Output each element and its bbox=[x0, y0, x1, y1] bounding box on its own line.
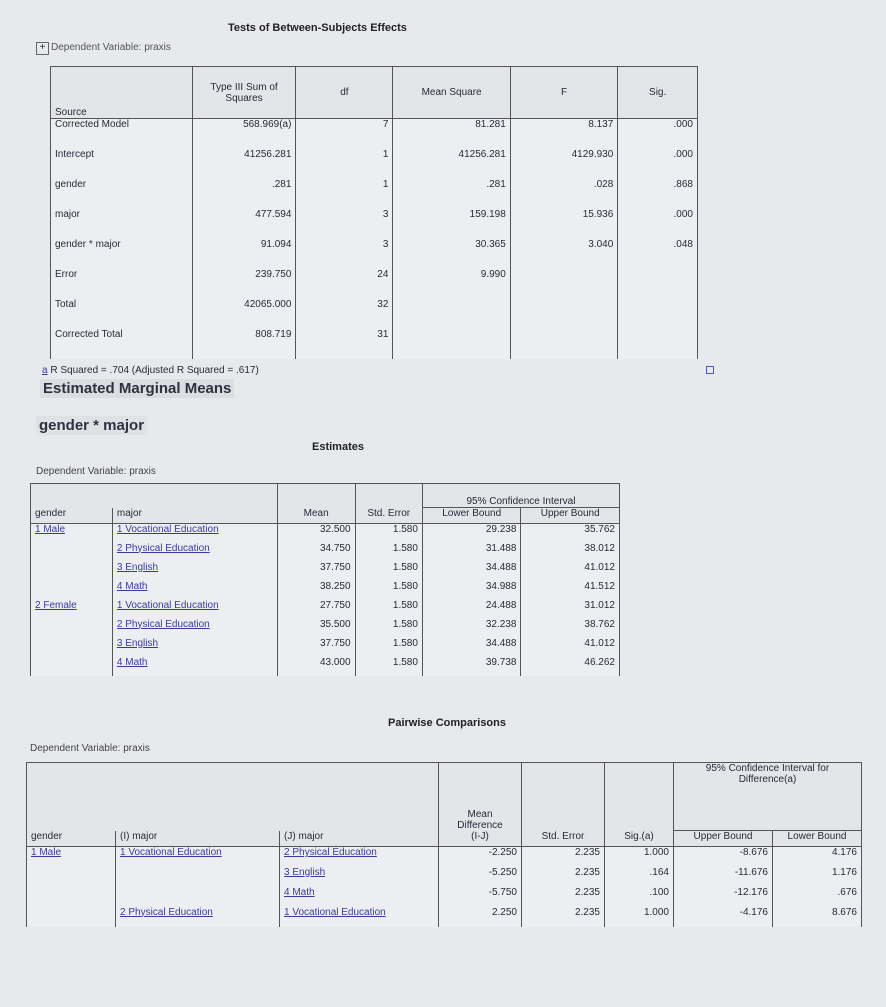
ms-cell: 81.281 bbox=[393, 119, 510, 149]
df-cell: 7 bbox=[296, 119, 393, 149]
pw-se-cell: 2.235 bbox=[522, 847, 605, 867]
table-row bbox=[51, 149, 698, 179]
df-cell: 1 bbox=[296, 179, 393, 209]
pw-md-cell: -2.250 bbox=[439, 847, 522, 867]
resize-handle-icon[interactable] bbox=[706, 366, 714, 374]
pw-sig-cell: .164 bbox=[605, 867, 674, 887]
df-cell: 31 bbox=[296, 329, 393, 359]
ms-cell: 41256.281 bbox=[393, 149, 510, 179]
pw-gender-cell[interactable] bbox=[27, 887, 116, 907]
sig-cell bbox=[618, 299, 698, 329]
lb-cell: 24.488 bbox=[422, 600, 521, 619]
col-mean-diff: (I-J) bbox=[439, 831, 522, 847]
gender-cell[interactable] bbox=[31, 619, 113, 638]
f-cell: 4129.930 bbox=[510, 149, 618, 179]
f-cell: 8.137 bbox=[510, 119, 618, 149]
estimates-blank-header bbox=[31, 484, 278, 508]
ms-cell bbox=[393, 329, 510, 359]
major-cell[interactable]: 2 Physical Education bbox=[112, 619, 277, 638]
table-row bbox=[27, 907, 862, 927]
pw-b2-cell: 1.176 bbox=[773, 867, 862, 887]
ms-cell: 9.990 bbox=[393, 269, 510, 299]
ss-cell: .281 bbox=[192, 179, 296, 209]
sig-cell: .000 bbox=[618, 209, 698, 239]
sig-cell: .000 bbox=[618, 119, 698, 149]
col-major: major bbox=[112, 508, 277, 524]
col-source: Source bbox=[51, 67, 193, 119]
table-row bbox=[51, 119, 698, 149]
df-cell: 32 bbox=[296, 299, 393, 329]
se-cell: 1.580 bbox=[355, 600, 422, 619]
gender-cell[interactable] bbox=[31, 638, 113, 657]
ss-cell: 568.969(a) bbox=[192, 119, 296, 149]
pairwise-table bbox=[26, 762, 862, 927]
ub-cell: 46.262 bbox=[521, 657, 620, 676]
anova-dependent-label bbox=[36, 42, 171, 55]
gender-cell[interactable] bbox=[31, 657, 113, 676]
ub-cell: 41.512 bbox=[521, 581, 620, 600]
gender-cell[interactable] bbox=[31, 543, 113, 562]
mean-cell: 34.750 bbox=[277, 543, 355, 562]
col-i-major: (I) major bbox=[116, 831, 280, 847]
table-row bbox=[31, 638, 620, 657]
source-cell: gender bbox=[51, 179, 193, 209]
ss-cell: 477.594 bbox=[192, 209, 296, 239]
table-row bbox=[51, 209, 698, 239]
mean-cell: 27.750 bbox=[277, 600, 355, 619]
df-cell: 24 bbox=[296, 269, 393, 299]
lb-cell: 31.488 bbox=[422, 543, 521, 562]
estimates-dep-label: Dependent Variable: praxis bbox=[36, 466, 156, 477]
col-gender: gender bbox=[31, 508, 113, 524]
estimates-blank-se bbox=[355, 484, 422, 508]
se-cell: 1.580 bbox=[355, 581, 422, 600]
pw-md-cell: -5.250 bbox=[439, 867, 522, 887]
pw-b1-cell: -11.676 bbox=[674, 867, 773, 887]
gender-cell[interactable] bbox=[31, 562, 113, 581]
lb-cell: 39.738 bbox=[422, 657, 521, 676]
col-upper-bound: Upper Bound bbox=[521, 508, 620, 524]
col-pw-bound-1: Upper Bound bbox=[674, 831, 773, 847]
pw-se-cell: 2.235 bbox=[522, 887, 605, 907]
ub-cell: 38.012 bbox=[521, 543, 620, 562]
pw-md-cell: -5.750 bbox=[439, 887, 522, 907]
estimates-title: Estimates bbox=[312, 441, 364, 453]
col-ss: Type III Sum of Squares bbox=[192, 67, 296, 119]
ms-cell bbox=[393, 299, 510, 329]
pairwise-ci-header bbox=[674, 763, 862, 831]
pw-se-cell: 2.235 bbox=[522, 907, 605, 927]
table-row bbox=[31, 581, 620, 600]
f-cell: 15.936 bbox=[510, 209, 618, 239]
major-cell[interactable]: 4 Math bbox=[112, 581, 277, 600]
gender-cell[interactable]: 1 Male bbox=[31, 524, 113, 543]
md-header-line2: Difference bbox=[457, 819, 503, 831]
estimates-blank-mean bbox=[277, 484, 355, 508]
source-cell: gender * major bbox=[51, 239, 193, 269]
anova-footnote bbox=[42, 365, 259, 376]
pw-gender-cell[interactable]: 1 Male bbox=[27, 847, 116, 867]
col-lower-bound: Lower Bound bbox=[422, 508, 521, 524]
df-cell: 1 bbox=[296, 149, 393, 179]
expand-icon[interactable]: + bbox=[36, 42, 49, 55]
f-cell bbox=[510, 329, 618, 359]
pw-b2-cell: 8.676 bbox=[773, 907, 862, 927]
pw-i-major-cell[interactable] bbox=[116, 887, 280, 907]
se-cell: 1.580 bbox=[355, 562, 422, 581]
table-row bbox=[27, 847, 862, 867]
col-sig: Sig. bbox=[618, 67, 698, 119]
lb-cell: 34.988 bbox=[422, 581, 521, 600]
anova-title: Tests of Between-Subjects Effects bbox=[228, 22, 407, 34]
col-std-error: Std. Error bbox=[355, 508, 422, 524]
ub-cell: 38.762 bbox=[521, 619, 620, 638]
ss-cell: 91.094 bbox=[192, 239, 296, 269]
source-cell: Error bbox=[51, 269, 193, 299]
f-cell bbox=[510, 269, 618, 299]
pw-md-cell: 2.250 bbox=[439, 907, 522, 927]
col-pw-sig: Sig.(a) bbox=[605, 831, 674, 847]
pairwise-blank-header bbox=[27, 763, 439, 831]
ms-cell: 30.365 bbox=[393, 239, 510, 269]
sig-cell: .000 bbox=[618, 149, 698, 179]
ss-cell: 42065.000 bbox=[192, 299, 296, 329]
pw-j-major-cell[interactable]: 4 Math bbox=[280, 887, 439, 907]
major-cell[interactable]: 2 Physical Education bbox=[112, 543, 277, 562]
mean-cell: 35.500 bbox=[277, 619, 355, 638]
table-row bbox=[31, 600, 620, 619]
mean-cell: 32.500 bbox=[277, 524, 355, 543]
col-ms: Mean Square bbox=[393, 67, 510, 119]
ms-cell: 159.198 bbox=[393, 209, 510, 239]
pw-j-major-cell[interactable]: 3 English bbox=[280, 867, 439, 887]
table-row bbox=[51, 179, 698, 209]
sig-cell bbox=[618, 329, 698, 359]
se-cell: 1.580 bbox=[355, 524, 422, 543]
ms-cell: .281 bbox=[393, 179, 510, 209]
footnote-letter[interactable]: a bbox=[42, 365, 48, 376]
table-row bbox=[51, 329, 698, 359]
pw-i-major-cell[interactable] bbox=[116, 867, 280, 887]
col-pw-bound-2: Lower Bound bbox=[773, 831, 862, 847]
source-cell: Total bbox=[51, 299, 193, 329]
se-cell: 1.580 bbox=[355, 543, 422, 562]
lb-cell: 32.238 bbox=[422, 619, 521, 638]
sig-cell bbox=[618, 269, 698, 299]
footnote-text: R Squared = .704 (Adjusted R Squared = .617) bbox=[50, 365, 259, 376]
ss-cell: 239.750 bbox=[192, 269, 296, 299]
source-cell: Intercept bbox=[51, 149, 193, 179]
se-cell: 1.580 bbox=[355, 638, 422, 657]
pw-sig-cell: 1.000 bbox=[605, 847, 674, 867]
ub-cell: 41.012 bbox=[521, 562, 620, 581]
mean-cell: 37.750 bbox=[277, 562, 355, 581]
pw-se-cell: 2.235 bbox=[522, 867, 605, 887]
sig-cell: .048 bbox=[618, 239, 698, 269]
source-cell: Corrected Model bbox=[51, 119, 193, 149]
gender-cell[interactable]: 2 Female bbox=[31, 600, 113, 619]
ub-cell: 35.762 bbox=[521, 524, 620, 543]
table-row bbox=[51, 239, 698, 269]
col-mean: Mean bbox=[277, 508, 355, 524]
lb-cell: 29.238 bbox=[422, 524, 521, 543]
col-f: F bbox=[510, 67, 618, 119]
pw-b1-cell: -4.176 bbox=[674, 907, 773, 927]
emm-heading: Estimated Marginal Means bbox=[40, 379, 234, 398]
pw-b2-cell: .676 bbox=[773, 887, 862, 907]
f-cell bbox=[510, 299, 618, 329]
major-cell[interactable]: 3 English bbox=[112, 638, 277, 657]
major-cell[interactable]: 4 Math bbox=[112, 657, 277, 676]
mean-cell: 37.750 bbox=[277, 638, 355, 657]
col-pw-gender: gender bbox=[27, 831, 116, 847]
lb-cell: 34.488 bbox=[422, 638, 521, 657]
source-cell: Corrected Total bbox=[51, 329, 193, 359]
pw-gender-cell[interactable] bbox=[27, 867, 116, 887]
pw-i-major-cell[interactable]: 2 Physical Education bbox=[116, 907, 280, 927]
se-cell: 1.580 bbox=[355, 619, 422, 638]
pw-sig-cell: 1.000 bbox=[605, 907, 674, 927]
pw-b2-cell: 4.176 bbox=[773, 847, 862, 867]
sig-cell: .868 bbox=[618, 179, 698, 209]
ub-cell: 31.012 bbox=[521, 600, 620, 619]
major-cell[interactable]: 1 Vocational Education bbox=[112, 600, 277, 619]
pairwise-dep-label: Dependent Variable: praxis bbox=[30, 743, 150, 754]
pairwise-md-header bbox=[439, 763, 522, 831]
ci-header-line2: Difference(a) bbox=[738, 774, 797, 785]
pw-b1-cell: -12.176 bbox=[674, 887, 773, 907]
source-cell: major bbox=[51, 209, 193, 239]
table-row bbox=[31, 619, 620, 638]
lb-cell: 34.488 bbox=[422, 562, 521, 581]
col-j-major: (J) major bbox=[280, 831, 439, 847]
major-cell[interactable]: 1 Vocational Education bbox=[112, 524, 277, 543]
gender-cell[interactable] bbox=[31, 581, 113, 600]
mean-cell: 38.250 bbox=[277, 581, 355, 600]
table-row bbox=[31, 657, 620, 676]
ss-cell: 41256.281 bbox=[192, 149, 296, 179]
f-cell: .028 bbox=[510, 179, 618, 209]
pw-gender-cell[interactable] bbox=[27, 907, 116, 927]
pw-j-major-cell[interactable]: 1 Vocational Education bbox=[280, 907, 439, 927]
estimates-ci-header: 95% Confidence Interval bbox=[422, 484, 619, 508]
ub-cell: 41.012 bbox=[521, 638, 620, 657]
pairwise-blank-sig bbox=[605, 763, 674, 831]
df-cell: 3 bbox=[296, 239, 393, 269]
table-row bbox=[27, 867, 862, 887]
estimates-table bbox=[30, 483, 620, 676]
pw-i-major-cell[interactable]: 1 Vocational Education bbox=[116, 847, 280, 867]
ci-header-line1: 95% Confidence Interval for bbox=[705, 763, 830, 774]
pairwise-blank-se bbox=[522, 763, 605, 831]
table-row bbox=[51, 269, 698, 299]
ss-cell: 808.719 bbox=[192, 329, 296, 359]
table-row bbox=[51, 299, 698, 329]
col-pw-std-error: Std. Error bbox=[522, 831, 605, 847]
df-cell: 3 bbox=[296, 209, 393, 239]
table-row bbox=[31, 543, 620, 562]
anova-table bbox=[50, 66, 698, 359]
major-cell[interactable]: 3 English bbox=[112, 562, 277, 581]
pw-b1-cell: -8.676 bbox=[674, 847, 773, 867]
col-df: df bbox=[296, 67, 393, 119]
table-row bbox=[27, 887, 862, 907]
pairwise-title: Pairwise Comparisons bbox=[388, 717, 506, 729]
se-cell: 1.580 bbox=[355, 657, 422, 676]
table-row bbox=[31, 524, 620, 543]
md-header-line1: Mean bbox=[467, 808, 493, 820]
pw-j-major-cell[interactable]: 2 Physical Education bbox=[280, 847, 439, 867]
table-row bbox=[31, 562, 620, 581]
emm-subheading: gender * major bbox=[36, 416, 147, 435]
pw-sig-cell: .100 bbox=[605, 887, 674, 907]
anova-dep-text: Dependent Variable: praxis bbox=[51, 42, 171, 53]
f-cell: 3.040 bbox=[510, 239, 618, 269]
mean-cell: 43.000 bbox=[277, 657, 355, 676]
